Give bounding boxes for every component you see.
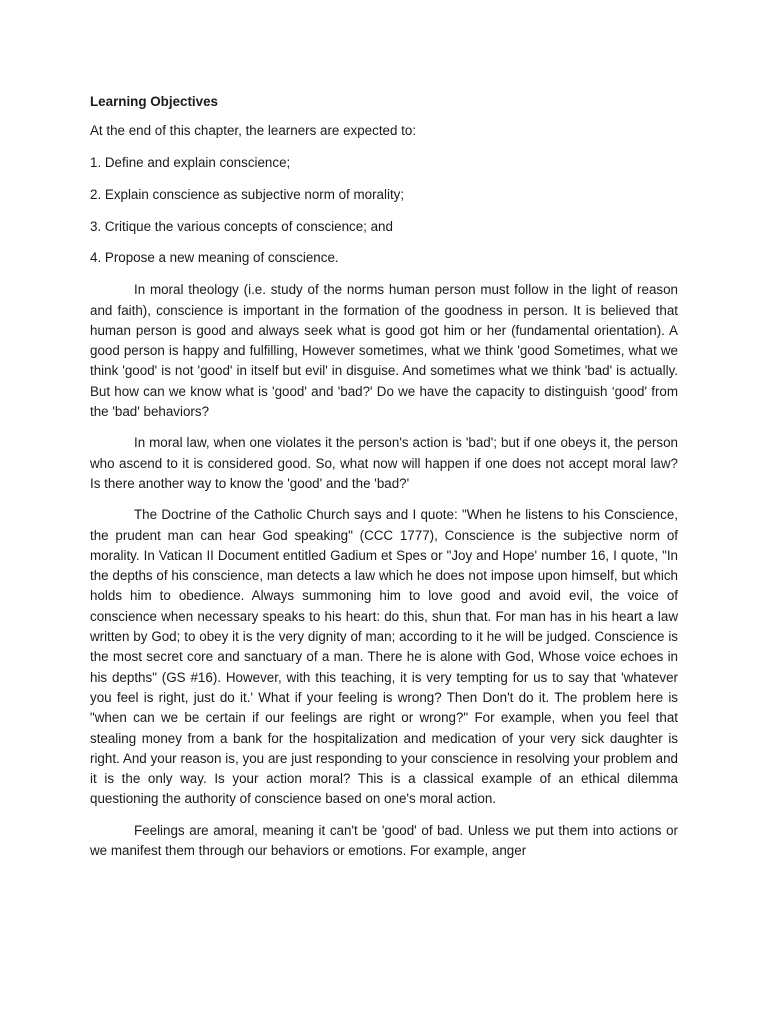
body-paragraph: Feelings are amoral, meaning it can't be 'good' of bad. Unless we put them into actions or we manifest them through our behaviors or emotions. For example, anger	[90, 822, 678, 858]
section-heading: Learning Objectives	[90, 94, 218, 109]
objective-item: 3. Critique the various concepts of conscience; and	[90, 218, 393, 234]
objective-item: 1. Define and explain conscience;	[90, 155, 291, 171]
body-paragraph: The Doctrine of the Catholic Church says and I quote: "When he listens to his Conscience, the prudent man can hear God speaking" (CCC 1777), Conscience is the subjective norm of morality. In Vatican II Document entitled Gadium et Spes or "Joy and Hope' number 16, I quote, "In the depths of his conscience, man detects a law which he does not impose upon himself, but which holds him to obedience. Always summoning him to love good and avoid evil, the voice of conscience when necessary speaks to his heart: do this, shun that. For man has in his heart a law written by God; to obey it is the very dignity of man; according to it he will be judged. Conscience is the most secret core and sanctuary of a man. There he is alone with God, Whose voice echoes in his depths" (GS #16). However, with this teaching, it is very tempting for us to say that 'whatever you feel is right, just do it.' What if your feeling is wrong? Then Don't do it. The problem here is "when can we be certain if our feelings are right or wrong?" For example, when you feel that stealing money from a bank for the hospitalization and medication of your very sick daughter is right. And your reason is, you are just responding to your conscience in resolving your problem and it is the only way. Is your action moral? This is a classical example of an ethical dilemma questioning the authority of conscience based on one's moral action.	[90, 507, 678, 807]
document-page	[90, 92, 678, 872]
body-paragraph: In moral law, when one violates it the person's action is 'bad'; but if one obeys it, the person who ascend to it is considered good. So, what now will happen if one does not accept moral law? Is there another way to know the 'good' and the 'bad?'	[90, 435, 678, 491]
intro-text: At the end of this chapter, the learners are expected to:	[90, 123, 417, 139]
objective-item: 4. Propose a new meaning of conscience.	[90, 250, 339, 266]
objective-item: 2. Explain conscience as subjective norm of morality;	[90, 186, 405, 202]
body-paragraph: In moral theology (i.e. study of the norms human person must follow in the light of reason and faith), conscience is important in the formation of the goodness in person. It is believed that human person is good and always seek what is good got him or her (fundamental orientation). A good person is happy and fulfilling, However sometimes, what we think 'good Sometimes, what we think 'good' is not 'good' in itself but evil' in disguise. And sometimes what we think 'bad' is actually. But how can we know what is 'good' and 'bad?' Do we have the capacity to distinguish ‘good' from the 'bad' behaviors?	[90, 282, 678, 420]
